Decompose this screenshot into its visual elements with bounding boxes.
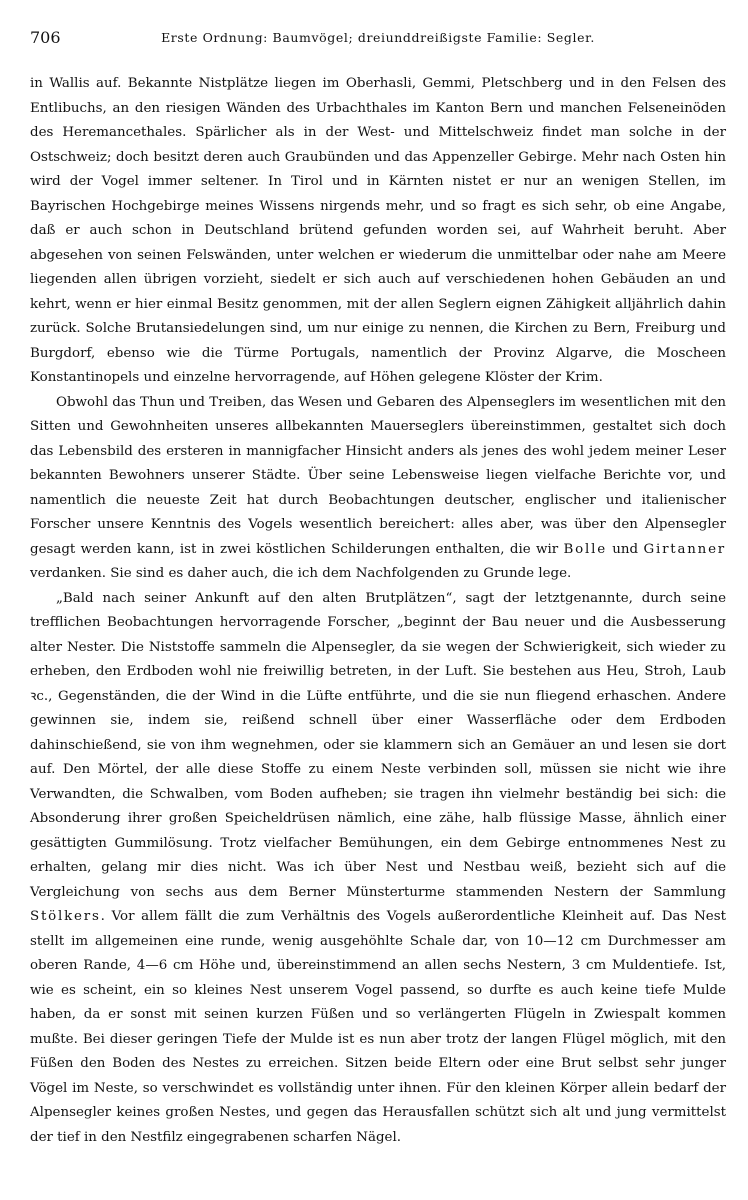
page-header	[30, 26, 726, 50]
page-number: 706	[30, 28, 61, 47]
author-name: Girtanner	[643, 541, 727, 557]
text-run: verdanken. Sie sind es daher auch, die ich dem Nachfolgenden zu Grunde lege.	[30, 566, 572, 581]
paragraph	[30, 72, 726, 391]
text-run: „Bald nach seiner Ankunft auf den alten Brutplätzen“, sagt der letztgenannte, durch seine trefflichen Beobachtungen hervorragende Forscher, „beginnt der Bau neuer und die Ausbesserung alter Nester. Die Niststoffe sammeln die Alpensegler, da sie wegen der Schwierigkeit, sich wieder zu erheben, den Erdboden wohl nie freiwillig betreten, in der Luft. Sie bestehen aus Heu, Stroh, Laub ꝛc., Gegenständen, die der Wind in die Lüfte entführte, und die sie nun fliegend erhaschen. Andere gewinnen sie, indem sie, reißend schnell über einer Wasserfläche oder dem Erdboden dahinschießend, sie von ihm wegnehmen, oder sie klammern sich an Gemäuer an und lesen sie dort auf. Den Mörtel, der alle diese Stoffe zu einem Neste verbinden soll, müssen sie nicht wie ihre Verwandten, die Schwalben, vom Boden aufheben; sie tragen ihn vielmehr beständig bei sich: die Absonderung ihrer großen Speicheldrüsen nämlich, eine zähe, halb flüssige Masse, ähnlich einer gesättigten Gummilösung. Trotz vielfacher Bemühungen, ein dem Gebirge entnommenes Nest zu erhalten, gelang mir dies nicht. Was ich über Nest und Nestbau weiß, bezieht sich auf die Vergleichung von sechs aus dem Berner Münsterturme stammenden Nestern der Sammlung	[30, 590, 726, 900]
text-run: Obwohl das Thun und Treiben, das Wesen und Gebaren des Alpenseglers im wesentlichen mit den Sitten und Gewohnheiten unseres allbekannten Mauerseglers übereinstimmen, gestaltet sich doch das Lebensbild des ersteren in mannigfacher Hinsicht anders als jenes des wohl jedem meiner Leser bekannten Bewohners unserer Städte. Über seine Lebensweise liegen vielfache Berichte vor, und namentlich die neueste Zeit hat durch Beobachtungen deutscher, englischer und italienischer Forscher unsere Kenntnis des Vogels wesentlich bereichert: alles aber, was über den Alpensegler gesagt werden kann, ist in zwei köstlichen Schilderungen enthalten, die wir	[30, 394, 726, 557]
author-name: Stölkers	[30, 909, 101, 924]
text-run: . Vor allem fällt die zum Verhältnis des Vogels außerordentliche Kleinheit auf. Das Nest stellt im allgemeinen eine runde, wenig ausgehöhlte Schale dar, von 10—12 cm Durchmesser am oberen Rande, 4—6 cm Höhe und, übereinstimmend an allen sechs Nestern, 3 cm Muldentiefe. Ist, wie es scheint, ein so kleines Nest unserem Vogel passend, so durfte es auch keine tiefe Mulde haben, da er sonst mit seinen kurzen Füßen und so verlängerten Flügeln in Zwiespalt kommen mußte. Bei dieser geringen Tiefe der Mulde ist es nun aber trotz der langen Flügel möglich, mit den Füßen den Boden des Nestes zu erreichen. Sitzen beide Eltern oder eine Brut selbst sehr junger Vögel im Neste, so verschwindet es vollständig unter ihnen. Für den kleinen Körper allein bedarf der Alpensegler keines großen Nestes, und gegen das Herausfallen schützt sich alt und jung vermittelst der tief in den Nestfilz eingegrabenen scharfen Nägel.	[30, 909, 726, 1145]
paragraph	[30, 391, 726, 587]
running-head: Erste Ordnung: Baumvögel; dreiunddreißigste Familie: Segler.	[161, 30, 595, 45]
book-page	[30, 26, 726, 1150]
paragraph	[30, 587, 726, 1151]
body-text	[30, 72, 726, 1150]
author-name: Bolle	[563, 541, 607, 557]
text-run: und	[606, 541, 644, 557]
text-run: in Wallis auf. Bekannte Nistplätze liegen im Oberhasli, Gemmi, Pletschberg und in den Felsen des Entlibuchs, an den riesigen Wänden des Urbachthales im Kanton Bern und manchen Felseneinöden des Heremancethales. Spärlicher als in der West- und Mittelschweiz findet man solche in der Ostschweiz; doch besitzt deren auch Graubünden und das Appenzeller Gebirge. Mehr nach Osten hin wird der Vogel immer seltener. In Tirol und in Kärnten nistet er nur an wenigen Stellen, im Bayrischen Hochgebirge meines Wissens nirgends mehr, und so fragt es sich sehr, ob eine Angabe, daß er auch schon in Deutschland brütend gefunden worden sei, auf Wahrheit beruht. Aber abgesehen von seinen Felswänden, unter welchen er wiederum die unmittelbar oder nahe am Meere liegenden allen übrigen vorzieht, siedelt er sich auch auf verschiedenen hohen Gebäuden an und kehrt, wenn er hier einmal Besitz genommen, mit der allen Seglern eignen Zähigkeit alljährlich dahin zurück. Solche Brutansiedelungen sind, um nur einige zu nennen, die Kirchen zu Bern, Freiburg und Burgdorf, ebenso wie die Türme Portugals, namentlich der Provinz Algarve, die Moscheen Konstantinopels und einzelne hervorragende, auf Höhen gelegene Klöster der Krim.	[30, 76, 726, 385]
